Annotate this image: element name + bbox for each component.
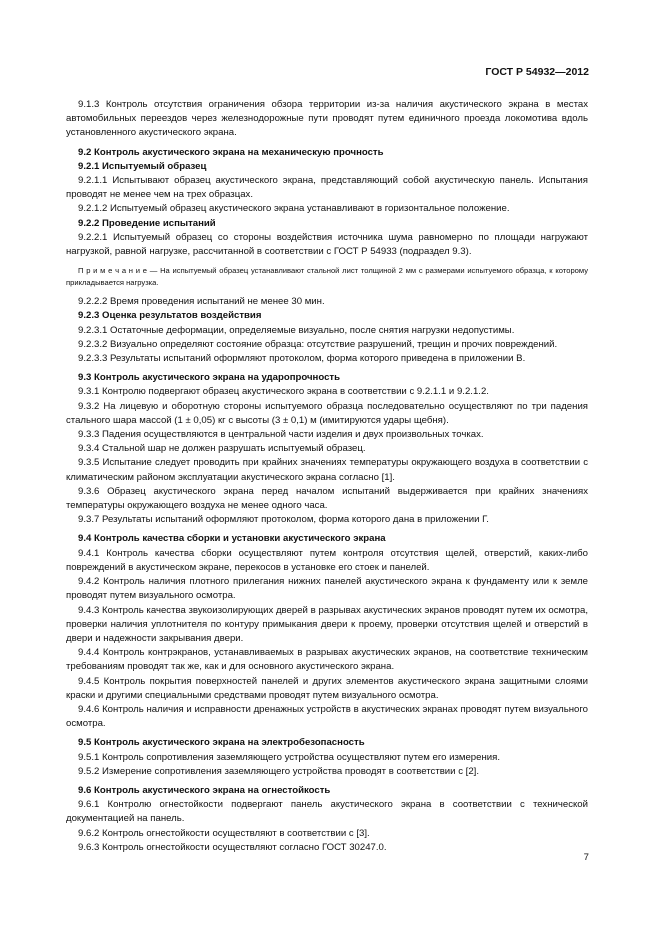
subsection-heading: 9.2.1 Испытуемый образец (78, 160, 207, 172)
page-number: 7 (583, 852, 589, 863)
paragraph: 9.2.2.2 Время проведения испытаний не менее 30 мин. (78, 296, 325, 308)
paragraph: 9.4.5 Контроль покрытия поверхностей панелей и других элементов акустического экрана защитными слоями краски и другими специальными средствами проводят путем визуального осмотра. (66, 675, 588, 701)
paragraph: 9.5.1 Контроль сопротивления заземляющего устройства осуществляют путем его измерения. (78, 751, 500, 763)
paragraph: 9.2.3.3 Результаты испытаний оформляют протоколом, форма которого приведена в приложении В. (78, 353, 526, 365)
paragraph: 9.3.7 Результаты испытаний оформляют протоколом, форма которого дана в приложении Г. (78, 514, 489, 526)
paragraph: 9.2.2.1 Испытуемый образец со стороны воздействия источника шума равномерно по площади нагружают нагрузкой, равной нагрузке, рассчитанной в соответствии с ГОСТ Р 54933 (подраздел 9.3). (66, 231, 588, 258)
paragraph: 9.4.2 Контроль наличия плотного прилегания нижних панелей акустического экрана к фундаменту или к земле проводят путем визуального осмотра. (66, 576, 588, 602)
section-heading: 9.4 Контроль качества сборки и установки акустического экрана (78, 533, 386, 545)
paragraph: 9.4.3 Контроль качества звукоизолирующих дверей в разрывах акустических экранов проводят путем их осмотра, проверки наличия уплотнителя по контуру примыкания двери к проему, проверки отсутствия щелей и отверстий в двери и надежности закрывания двери. (66, 604, 588, 644)
paragraph: 9.4.4 Контроль контрэкранов, устанавливаемых в разрывах акустических экранов, на соответствие техническим требованиям проводят так же, как и для основного акустического экрана. (66, 647, 588, 673)
paragraph: 9.3.3 Падения осуществляются в центральной части изделия и двух произвольных точках. (78, 429, 484, 441)
paragraph: 9.3.2 На лицевую и оборотную стороны испытуемого образца последовательно осуществляют по три падения стального шара массой (1 ± 0,05) кг с высоты (3 ± 0,1) м (имитируются удары щебня). (66, 400, 588, 426)
paragraph: 9.2.1.2 Испытуемый образец акустического экрана устанавливают в горизонтальное положение. (78, 203, 510, 215)
note: П р и м е ч а н и е — На испытуемый образец устанавливают стальной лист толщиной 2 мм с размерами испытуемого образца, к которому прикладывается нагрузка. (66, 266, 588, 288)
paragraph: 9.3.5 Испытание следует проводить при крайних значениях температуры окружающего воздуха в соответствии с климатическим районом эксплуатации акустического экрана согласно [1]. (66, 457, 588, 483)
section-heading: 9.6 Контроль акустического экрана на огнестойкость (78, 784, 331, 796)
paragraph: 9.5.2 Измерение сопротивления заземляющего устройства проводят в соответствии с [2]. (78, 765, 479, 777)
section-heading: 9.3 Контроль акустического экрана на ударопрочность (78, 372, 340, 384)
paragraph: 9.4.6 Контроль наличия и исправности дренажных устройств в акустических экранах проводят путем визуального осмотра. (66, 703, 588, 730)
paragraph: 9.3.1 Контролю подвергают образец акустического экрана в соответствии с 9.2.1.1 и 9.2.1.2. (78, 386, 489, 398)
paragraph: 9.2.1.1 Испытывают образец акустического экрана, представляющий собой акустическую панель. Испытания проводят не менее чем на трех образцах. (66, 175, 588, 201)
subsection-heading: 9.2.3 Оценка результатов воздействия (78, 310, 262, 322)
paragraph: 9.2.3.1 Остаточные деформации, определяемые визуально, после снятия нагрузки недопустимы. (78, 324, 515, 336)
document-body (66, 98, 588, 855)
paragraph: 9.6.3 Контроль огнестойкости осуществляют согласно ГОСТ 30247.0. (78, 841, 387, 853)
paragraph: 9.3.4 Стальной шар не должен разрушать испытуемый образец. (78, 443, 366, 455)
section-heading: 9.2 Контроль акустического экрана на механическую прочность (78, 146, 384, 158)
paragraph: 9.1.3 Контроль отсутствия ограничения обзора территории из-за наличия акустического экрана в местах автомобильных переездов через железнодорожные пути проводят путем единичного проезда локомотива вдоль установленного акустического экрана. (66, 99, 588, 139)
paragraph: 9.6.2 Контроль огнестойкости осуществляют в соответствии с [3]. (78, 827, 370, 839)
paragraph: 9.2.3.2 Визуально определяют состояние образца: отсутствие разрушений, трещин и прочих повреждений. (78, 338, 558, 350)
paragraph: 9.6.1 Контролю огнестойкости подвергают панель акустического экрана в соответствии с технической документацией на панель. (66, 799, 588, 825)
section-heading: 9.5 Контроль акустического экрана на электробезопасность (78, 737, 365, 749)
paragraph: 9.3.6 Образец акустического экрана перед началом испытаний выдерживается при крайних значениях температуры окружающего воздуха не менее одного часа. (66, 485, 588, 512)
document-header: ГОСТ Р 54932—2012 (485, 66, 589, 78)
subsection-heading: 9.2.2 Проведение испытаний (78, 217, 216, 229)
paragraph: 9.4.1 Контроль качества сборки осуществляют путем контроля отсутствия щелей, отверстий, каких-либо повреждений в акустическом экране, перекосов в установке его стоек и панелей. (66, 547, 588, 573)
